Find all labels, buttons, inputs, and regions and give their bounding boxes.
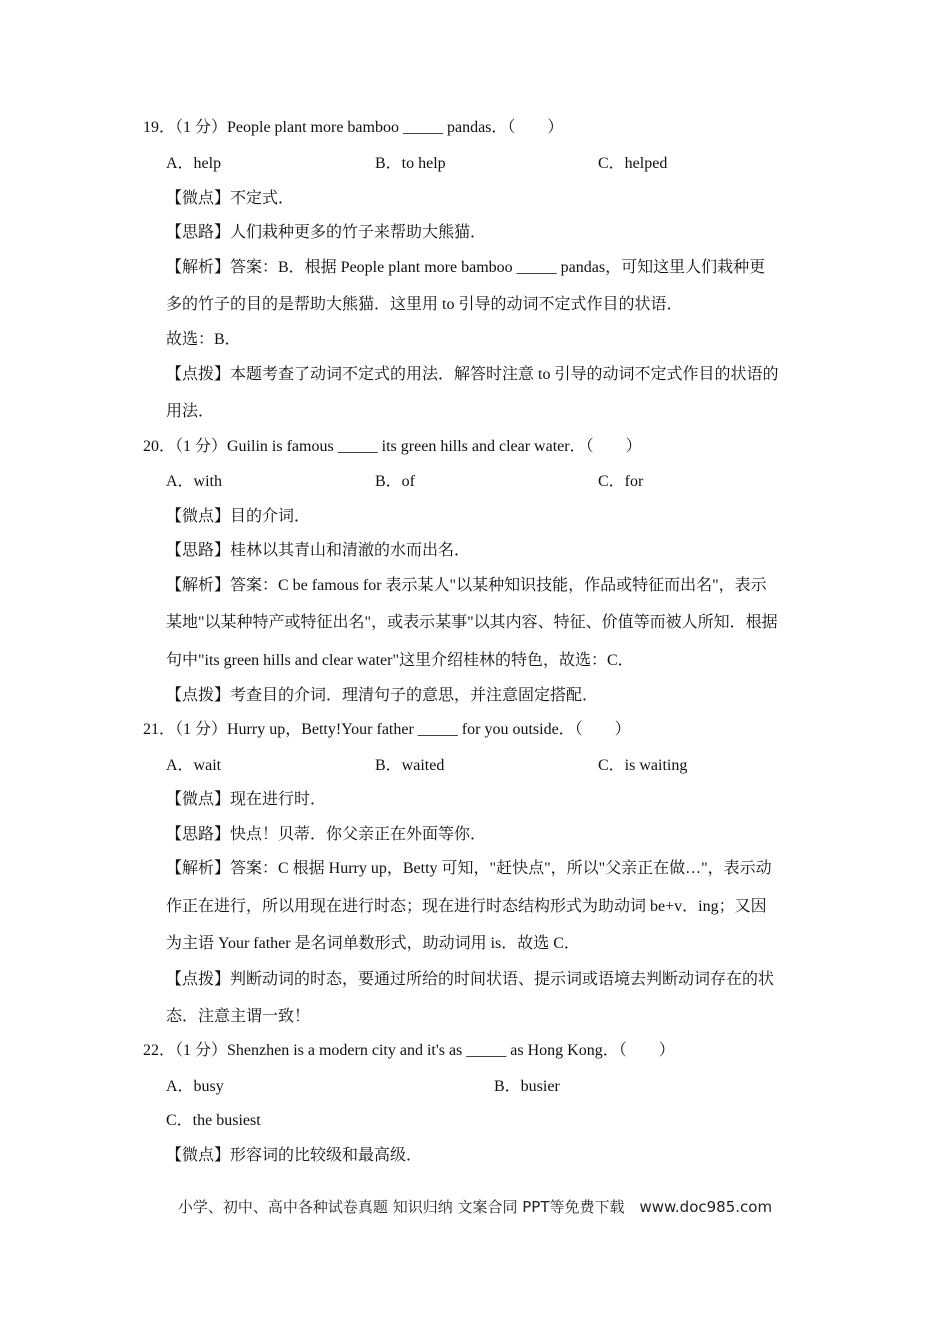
question-22-stem: 22．（1 分）Shenzhen is a modern city and it's as _____ as Hong Kong．（ ） — [143, 1042, 675, 1059]
question-20-silu: 【思路】桂林以其青山和清澈的水而出名． — [166, 542, 471, 559]
question-20-stem: 20．（1 分）Guilin is famous _____ its green hills and clear water．（ ） — [143, 438, 642, 455]
question-19-option-b: B．to help — [375, 155, 446, 172]
question-22-option-c: C．the busiest — [166, 1112, 261, 1129]
question-19-jiexi-line-2: 多的竹子的目的是帮助大熊猫．这里用 to 引导的动词不定式作目的状语． — [166, 296, 683, 313]
question-19-option-a: A．help — [166, 155, 222, 172]
question-21-dianbo-line-1: 【点拨】判断动词的时态，要通过所给的时间状语、提示词或语境去判断动词存在的状 — [166, 971, 775, 988]
question-19-dianbo-line-1: 【点拨】本题考查了动词不定式的用法．解答时注意 to 引导的动词不定式作目的状语的 — [166, 366, 779, 383]
question-19-stem: 19．（1 分）People plant more bamboo _____ pandas．（ ） — [143, 119, 564, 136]
question-19-silu: 【思路】人们栽种更多的竹子来帮助大熊猫． — [166, 224, 487, 241]
question-21-jiexi-line-2: 作正在进行，所以用现在进行时态；现在进行时态结构形式为助动词 be+v．ing；又因 — [166, 898, 767, 915]
question-22-weidian: 【微点】形容词的比较级和最高级． — [166, 1147, 423, 1164]
question-19-weidian: 【微点】不定式． — [166, 190, 295, 207]
question-19-jiexi-line-1: 【解析】答案：B．根据 People plant more bamboo _____ pandas，可知这里人们栽种更 — [166, 259, 766, 276]
question-21-stem: 21．（1 分）Hurry up，Betty!Your father _____ for you outside．（ ） — [143, 721, 631, 738]
footer-promo-text: 小学、初中、高中各种试卷真题 知识归纳 文案合同 PPT等免费下载 www.doc985.com — [177, 1198, 773, 1216]
question-21-weidian: 【微点】现在进行时． — [166, 791, 327, 808]
question-21-option-a: A．wait — [166, 757, 222, 774]
question-20-jiexi-line-3: 句中"its green hills and clear water"这里介绍桂林的特色，故选：C． — [166, 652, 634, 669]
question-19-option-c: C．helped — [598, 155, 668, 172]
question-21-jiexi-line-1: 【解析】答案：C 根据 Hurry up，Betty 可知，"赶快点"，所以"父亲正在做…"，表示动 — [166, 860, 772, 877]
question-21-jiexi-line-3: 为主语 Your father 是名词单数形式，助动词用 is．故选 C． — [166, 935, 580, 952]
question-21-option-b: B．waited — [375, 757, 445, 774]
question-20-option-c: C．for — [598, 473, 644, 490]
question-19-jiexi-line-3: 故选：B． — [166, 331, 241, 348]
question-20-jiexi-line-1: 【解析】答案：C be famous for 表示某人"以某种知识技能，作品或特征而出名"，表示 — [166, 577, 767, 594]
question-22-option-b: B．busier — [494, 1078, 560, 1095]
question-20-weidian: 【微点】目的介词． — [166, 508, 311, 525]
question-20-dianbo: 【点拨】考查目的介词．理清句子的意思，并注意固定搭配． — [166, 687, 599, 704]
question-21-dianbo-line-2: 态．注意主谓一致！ — [166, 1008, 311, 1025]
question-20-option-a: A．with — [166, 473, 223, 490]
question-20-jiexi-line-2: 某地"以某种特产或特征出名"，或表示某事"以其内容、特征、价值等而被人所知．根据 — [166, 614, 778, 631]
question-20-option-b: B．of — [375, 473, 416, 490]
question-21-option-c: C．is waiting — [598, 757, 688, 774]
question-21-silu: 【思路】快点！贝蒂．你父亲正在外面等你． — [166, 826, 487, 843]
question-19-dianbo-line-2: 用法． — [166, 403, 215, 420]
question-22-option-a: A．busy — [166, 1078, 224, 1095]
